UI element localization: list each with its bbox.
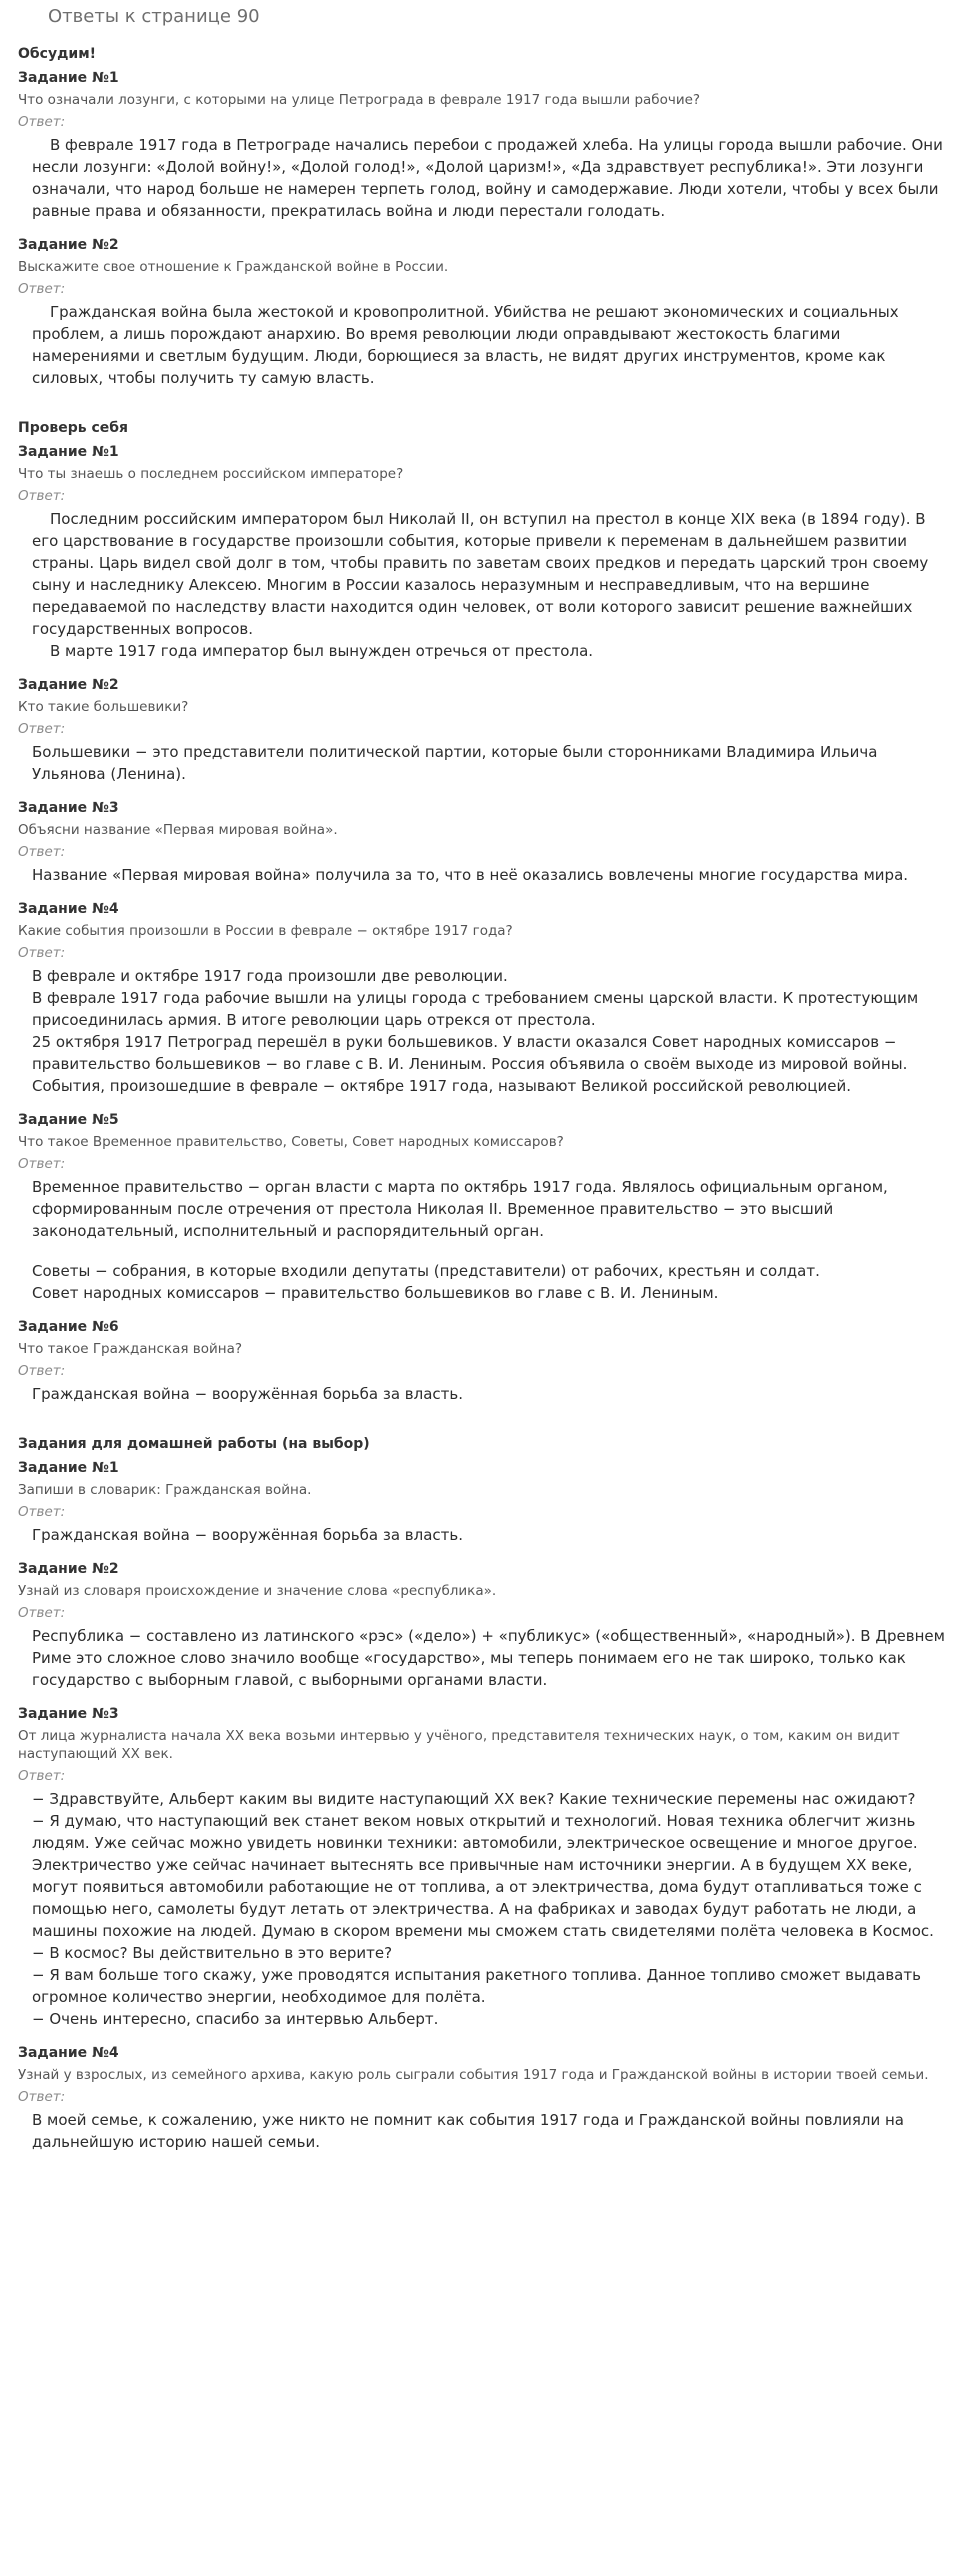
- task-question: Узнай из словаря происхождение и значение слова «республика».: [18, 1583, 497, 1599]
- task-3: [18, 799, 952, 886]
- task-title: Задание №5: [18, 1112, 119, 1128]
- section-title: Обсудим!: [18, 46, 97, 62]
- task-question: Что такое Временное правительство, Советы, Совет народных комиссаров?: [18, 1134, 564, 1150]
- answer-text: [18, 301, 952, 389]
- answer-paragraph: − Очень интересно, спасибо за интервью Альберт.: [32, 2010, 439, 2028]
- task-title: Задание №2: [18, 1561, 119, 1577]
- task-question: Что ты знаешь о последнем российском императоре?: [18, 466, 404, 482]
- answer-text: [18, 1524, 952, 1546]
- task-question: Узнай у взрослых, из семейного архива, какую роль сыграли события 1917 года и Гражданской войны в истории твоей семьи.: [18, 2067, 929, 2083]
- answer-paragraph: 25 октября 1917 Петроград перешёл в руки большевиков. У власти оказался Совет народных комиссаров − правительство большевиков − во главе с В. И. Лениным. Россия объявила о своём выходе из мировой войны.: [32, 1033, 908, 1073]
- task-1: [18, 1459, 952, 1546]
- answer-text: [18, 741, 952, 785]
- task-question: Что такое Гражданская война?: [18, 1341, 243, 1357]
- task-6: [18, 1318, 952, 1405]
- task-title: Задание №3: [18, 1706, 119, 1722]
- task-2: [18, 236, 952, 389]
- task-title: Задание №6: [18, 1319, 119, 1335]
- answer-paragraph: Республика − составлено из латинского «рэс» («дело») + «публикус» («общественный», «народный»). В Древнем Риме это сложное слово значило вообще «государство», мы теперь понимаем его не так широко, только как государство с выборным главой, с выборными органами власти.: [32, 1627, 945, 1689]
- answer-paragraph: Название «Первая мировая война» получила за то, что в неё оказались вовлечены многие государства мира.: [32, 866, 909, 884]
- answer-text: [18, 1788, 952, 2030]
- answer-label: Ответ:: [18, 1768, 66, 1784]
- answer-label: Ответ:: [18, 1156, 66, 1172]
- answer-text: [18, 508, 952, 662]
- answer-paragraph: Гражданская война − вооружённая борьба за власть.: [32, 1526, 463, 1544]
- page-title: Ответы к странице 90: [48, 6, 260, 27]
- task-4: [18, 2044, 952, 2153]
- task-title: Задание №1: [18, 444, 119, 460]
- answer-label: Ответ:: [18, 114, 66, 130]
- answer-label: Ответ:: [18, 1504, 66, 1520]
- task-question: Объясни название «Первая мировая война».: [18, 822, 338, 838]
- answer-paragraph: В марте 1917 года император был вынужден отречься от престола.: [50, 642, 594, 660]
- section-homework: [18, 1435, 952, 2153]
- section-discuss: [18, 45, 952, 389]
- answer-label: Ответ:: [18, 2089, 66, 2105]
- answer-label: Ответ:: [18, 1363, 66, 1379]
- task-title: Задание №2: [18, 237, 119, 253]
- task-title: Задание №1: [18, 1460, 119, 1476]
- section-title: Проверь себя: [18, 420, 129, 436]
- answer-paragraph: В феврале 1917 года в Петрограде начались перебои с продажей хлеба. На улицы города вышли рабочие. Они несли лозунги: «Долой войну!», «Долой голод!», «Долой царизм!», «Да здравствует республика!». Эти лозунги означали, что народ больше не намерен терпеть голод, войну и самодержавие. Люди хотели, чтобы у всех были равные права и обязанности, прекратилась война и люди перестали голодать.: [32, 136, 943, 220]
- answer-label: Ответ:: [18, 1605, 66, 1621]
- task-question: Какие события произошли в России в феврале − октябре 1917 года?: [18, 923, 513, 939]
- answer-text: [18, 2109, 952, 2153]
- answer-paragraph: − Я вам больше того скажу, уже проводятся испытания ракетного топлива. Данное топливо сможет выдавать огромное количество энергии, необходимое для полёта.: [32, 1966, 921, 2006]
- task-question: Выскажите свое отношение к Гражданской войне в России.: [18, 259, 449, 275]
- answer-label: Ответ:: [18, 281, 66, 297]
- answer-paragraph: Гражданская война − вооружённая борьба за власть.: [32, 1385, 463, 1403]
- answer-label: Ответ:: [18, 945, 66, 961]
- answer-paragraph: В феврале 1917 года рабочие вышли на улицы города с требованием смены царской власти. К протестующим присоединилась армия. В итоге революции царь отрекся от престола.: [32, 989, 919, 1029]
- answer-text: [18, 965, 952, 1097]
- answer-paragraph: − Здравствуйте, Альберт каким вы видите наступающий XX век? Какие технические перемены нас ожидают?: [32, 1790, 916, 1808]
- task-4: [18, 900, 952, 1097]
- answer-paragraph: События, произошедшие в феврале − октябре 1917 года, называют Великой российской революцией.: [32, 1077, 851, 1095]
- answer-text: [18, 134, 952, 222]
- task-2: [18, 1560, 952, 1691]
- task-3: [18, 1705, 952, 2030]
- task-question: От лица журналиста начала XX века возьми интервью у учёного, представителя технических наук, о том, каким он видит наступающий XX век.: [18, 1728, 900, 1762]
- task-5: [18, 1111, 952, 1304]
- answer-text: [18, 1625, 952, 1691]
- answer-label: Ответ:: [18, 721, 66, 737]
- answer-label: Ответ:: [18, 488, 66, 504]
- task-title: Задание №2: [18, 677, 119, 693]
- task-1: [18, 443, 952, 662]
- answer-paragraph: Последним российским императором был Николай II, он вступил на престол в конце XIX века (в 1894 году). В его царствование в государстве произошли события, которые привели к переменам в дальнейшем развитии страны. Царь видел свой долг в том, чтобы править по заветам своих предков и передать царский трон своему сыну и наследнику Алексею. Многим в России казалось неразумным и несправедливым, что на вершине передаваемой по наследству власти находится один человек, от воли которого зависит решение важнейших государственных вопросов.: [32, 510, 929, 638]
- answer-text: [18, 1383, 952, 1405]
- answer-paragraph: В феврале и октябре 1917 года произошли две революции.: [32, 967, 508, 985]
- answer-paragraph: Временное правительство − орган власти с марта по октябрь 1917 года. Являлось официальным органом, сформированным после отречения от престола Николая II. Временное правительство − это высший законодательный, исполнительный и распорядительный орган.: [32, 1178, 888, 1240]
- task-question: Что означали лозунги, с которыми на улице Петрограда в феврале 1917 года вышли рабочие?: [18, 92, 701, 108]
- answer-paragraph: − В космос? Вы действительно в это верите?: [32, 1944, 393, 1962]
- answer-paragraph: Советы − собрания, в которые входили депутаты (представители) от рабочих, крестьян и солдат.: [32, 1262, 820, 1280]
- answer-paragraph: Гражданская война была жестокой и кровопролитной. Убийства не решают экономических и социальных проблем, а лишь порождают анархию. Во время революции люди оправдывают жестокость благими намерениями и светлым будущим. Люди, борющиеся за власть, не видят других инструментов, кроме как силовых, чтобы получить ту самую власть.: [32, 303, 899, 387]
- task-question: Запиши в словарик: Гражданская война.: [18, 1482, 312, 1498]
- task-title: Задание №3: [18, 800, 119, 816]
- task-title: Задание №4: [18, 901, 119, 917]
- section-check-yourself: [18, 419, 952, 1405]
- answer-label: Ответ:: [18, 844, 66, 860]
- task-2: [18, 676, 952, 785]
- task-question: Кто такие большевики?: [18, 699, 189, 715]
- task-title: Задание №1: [18, 70, 119, 86]
- task-title: Задание №4: [18, 2045, 119, 2061]
- answer-paragraph: − Я думаю, что наступающий век станет веком новых открытий и технологий. Новая техника облегчит жизнь людям. Уже сейчас можно увидеть новинки техники: автомобили, электрическое освещение и многое другое. Электричество уже сейчас начинает вытеснять все привычные нам источники энергии. А в будущем XX веке, могут появиться автомобили работающие не от топлива, а от электричества, дома будут отапливаться тоже с помощью него, самолеты будут летать от электричества. А на фабриках и заводах будут работать не люди, а машины похожие на людей. Думаю в скором времени мы сможем стать свидетелями полёта человека в Космос.: [32, 1812, 934, 1940]
- answer-paragraph: В моей семье, к сожалению, уже никто не помнит как события 1917 года и Гражданской войны повлияли на дальнейшую историю нашей семьи.: [32, 2111, 904, 2151]
- task-1: [18, 69, 952, 222]
- answer-paragraph: Совет народных комиссаров − правительство большевиков во главе с В. И. Лениным.: [32, 1284, 719, 1302]
- answer-paragraph: Большевики − это представители политической партии, которые были сторонниками Владимира Ильича Ульянова (Ленина).: [32, 743, 878, 783]
- answer-text: [18, 864, 952, 886]
- section-title: Задания для домашней работы (на выбор): [18, 1436, 370, 1452]
- answer-text: [18, 1176, 952, 1304]
